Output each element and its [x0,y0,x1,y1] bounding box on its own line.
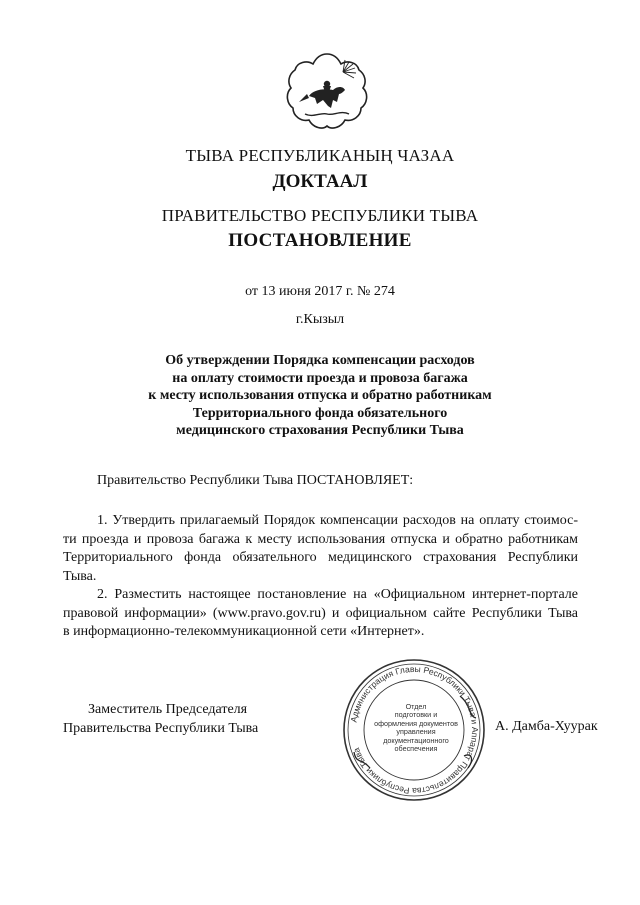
title-line: к месту использования отпуска и обратно работникам [148,388,492,403]
russian-government-heading: ПРАВИТЕЛЬСТВО РЕСПУБЛИКИ ТЫВА [161,206,479,225]
paragraph-1-line: ти проезда и провоза багажа к месту использования отпуска и обратно работникам [63,531,578,547]
paragraph-1-line: Территориального фонда обязательного медицинского страхования Республики [63,550,578,565]
title-line: Об утверждении Порядка компенсации расходов [165,353,475,368]
stamp-line: оформления документов [374,718,458,728]
title-line: на оплату стоимости проезда и провоза багажа [172,370,468,386]
paragraph-2-line: 2. Разместить настоящее постановление на «Официальном интернет-портале [97,587,578,602]
stamp-line: Отдел [405,702,427,711]
signatory-position [63,700,258,738]
stamp-center-text [371,703,461,753]
tyva-document-type: ДОКТААЛ [272,171,368,192]
stamp-line: документационного [383,735,449,745]
document-body [63,512,578,642]
signatory-name: А. Дамба-Хуурак [495,719,598,734]
russian-document-type: ПОСТАНОВЛЕНИЕ [228,230,412,251]
stamp-ring-text: Администрация Главы Республики Тыва и Аппарат Правительства Республики Тыва [348,663,481,797]
tyva-government-heading: ТЫВА РЕСПУБЛИКАНЫҢ ЧАЗАА [185,146,455,165]
document-city: г.Кызыл [295,312,345,327]
paragraph-1-line: Тыва. [63,568,97,584]
position-line: Заместитель Председателя [88,702,248,717]
title-line: медицинского страхования Республики Тыва [176,423,464,438]
stamp-line: управления [396,727,436,737]
document-title [0,352,640,440]
tuva-emblem-icon [283,48,371,136]
title-line: Территориального фонда обязательного [192,405,448,421]
document-date-number: от 13 июня 2017 г. № 274 [245,284,395,299]
paragraph-2-line: правовой информации» (www.pravo.gov.ru) и официальном сайте Республики Тыва [63,605,578,621]
decree-statement: Правительство Республики Тыва ПОСТАНОВЛЯЕТ: [97,473,414,488]
position-line: Правительства Республики Тыва [63,721,259,736]
stamp-line: обеспечения [394,744,438,754]
stamp-line: подготовки и [394,710,438,720]
paragraph-2-line: в информационно-телекоммуникационной сети «Интернет». [63,624,425,639]
paragraph-1-line: 1. Утвердить прилагаемый Порядок компенсации расходов на оплату стоимос- [97,513,578,528]
